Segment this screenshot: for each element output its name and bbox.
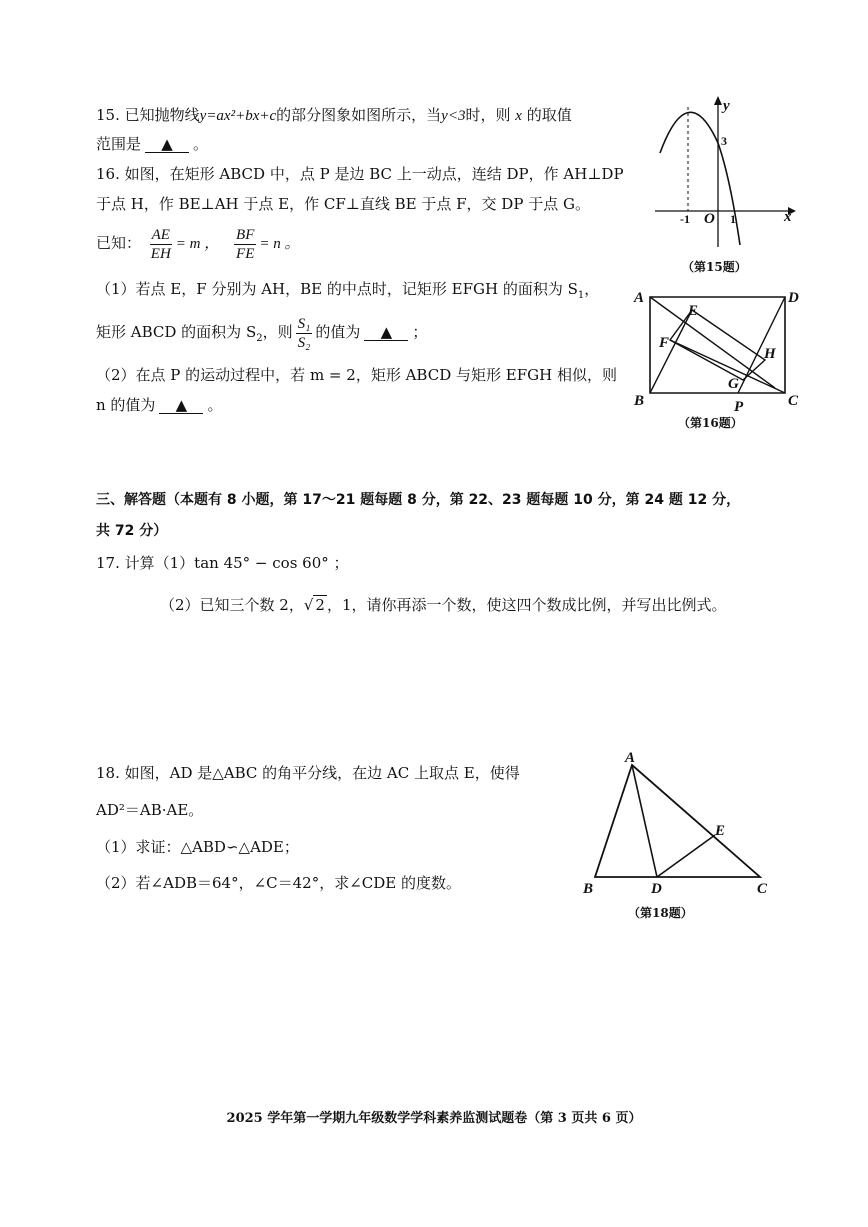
label-C: C	[757, 881, 768, 897]
figure-18-triangle	[575, 745, 785, 905]
label-A: A	[625, 750, 636, 766]
q16-line2: 于点 H，作 BE⊥AH 于点 E，作 CF⊥直线 BE 于点 F，交 DP 于点 G。	[96, 195, 590, 213]
q18-line2: AD²＝AB·AE。	[96, 801, 204, 819]
label-H: H	[764, 346, 776, 362]
sqrt-2: √ 2	[303, 596, 325, 614]
tick-3: 3	[721, 134, 727, 148]
label-G: G	[728, 376, 739, 392]
section3-heading-line1: 三、解答题（本题有 8 小题，第 17～21 题每题 8 分，第 22、23 题每题 10 分，第 24 题 12 分，	[96, 492, 741, 508]
label-C: C	[788, 393, 799, 409]
figure-15-caption: （第15题）	[682, 260, 747, 274]
q18-line1: 18. 如图，AD 是△ABC 的角平分线，在边 AC 上取点 E，使得	[96, 764, 520, 782]
answer-blank: ▲	[364, 324, 408, 341]
q15-formula: y=ax²+bx+c	[199, 108, 277, 124]
section3-heading-line2: 共 72 分）	[96, 523, 168, 539]
label-A: A	[634, 290, 645, 306]
label-D: D	[651, 881, 662, 897]
x-axis-label: x	[784, 209, 792, 225]
q16-part2-line1: （2）在点 P 的运动过程中，若 m = 2，矩形 ABCD 与矩形 EFGH 相似，则	[96, 366, 617, 384]
answer-blank: ▲	[159, 397, 203, 414]
y-axis-label: y	[723, 98, 730, 114]
label-E: E	[715, 823, 726, 839]
q15-line1: 15. 已知抛物线y=ax²+bx+c的部分图象如图所示，当y<3时，则 x 的取值	[96, 106, 572, 124]
figure-16-rectangles	[630, 285, 810, 415]
origin-label: O	[704, 211, 715, 227]
q16-part1-line1: （1）若点 E，F 分别为 AH，BE 的中点时，记矩形 EFGH 的面积为 $S_1$，	[96, 280, 600, 301]
q16-line1: 16. 如图，在矩形 ABCD 中，点 P 是边 BC 上一动点，连结 DP，作 AH⊥DP	[96, 165, 624, 183]
q18-part1: （1）求证：△ABD∽△ADE；	[96, 838, 299, 856]
q18-part2: （2）若∠ADB＝64°，∠C＝42°，求∠CDE 的度数。	[96, 874, 462, 892]
tick-1: 1	[730, 212, 736, 226]
q15-line2: 范围是 ▲ 。	[96, 135, 209, 153]
figure-16-caption: （第16题）	[678, 416, 743, 430]
label-B: B	[583, 881, 594, 897]
answer-blank: ▲	[145, 136, 189, 153]
q16-part2-line2: n 的值为 ▲ 。	[96, 396, 223, 414]
q17-line2: （2）已知三个数 2，√ 2 ，1，请你再添一个数，使这四个数成比例，并写出比例式。	[160, 596, 727, 614]
label-D: D	[788, 290, 799, 306]
page-footer: 2025 学年第一学期九年级数学学科素养监测试题卷（第 3 页共 6 页）	[226, 1111, 642, 1126]
tick-neg1: -1	[680, 212, 690, 226]
figure-15-parabola	[650, 95, 800, 255]
label-P: P	[734, 399, 744, 415]
label-E: E	[688, 303, 699, 319]
q16-known: 已知： $\frac{AE}{EH}$ = m ， $\frac{BF}{FE}$ = n 。	[96, 226, 300, 262]
figure-18-caption: （第18题）	[628, 906, 693, 920]
label-F: F	[659, 335, 670, 351]
q17-line1: 17. 计算（1）tan 45° − cos 60° ；	[96, 554, 349, 572]
q16-part1-line2: 矩形 ABCD 的面积为 $S_2$，则 $\frac{\text{S₁}}{\text{S₂}}$ 的值为 ▲ ；	[96, 315, 428, 351]
label-B: B	[634, 393, 645, 409]
